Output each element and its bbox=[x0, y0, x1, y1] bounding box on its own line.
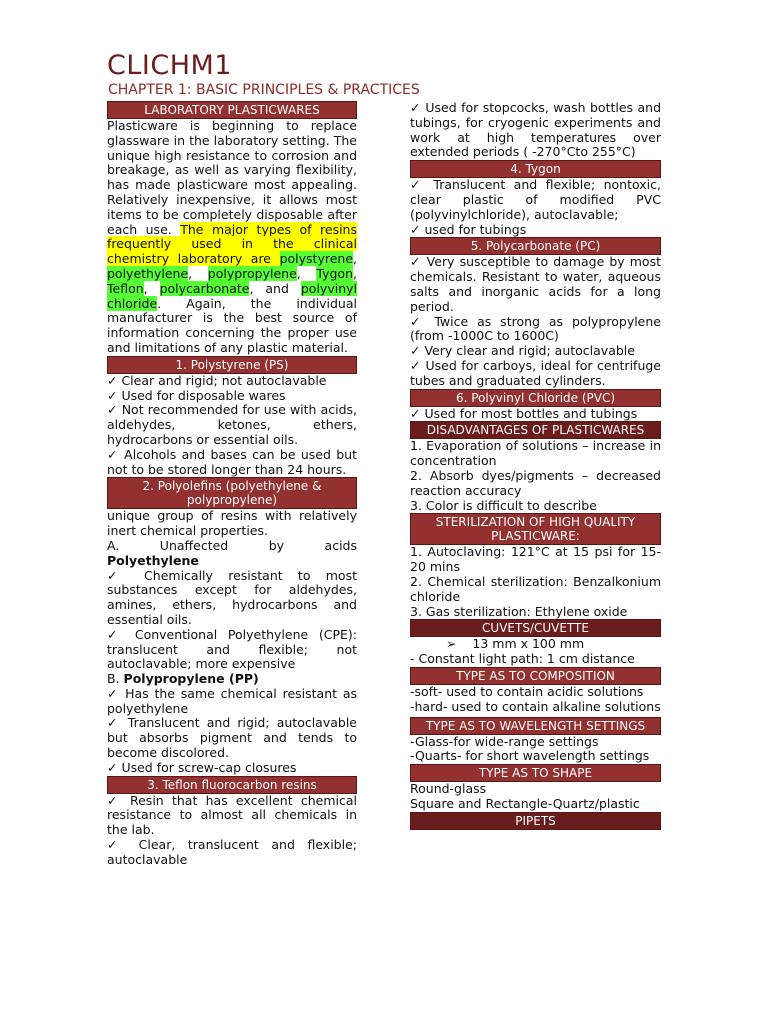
section-header-polyolefins: 2. Polyolefins (polyethylene & polypropylene) bbox=[107, 477, 357, 509]
list-item: 1. Autoclaving: 121°C at 15 psi for 15-20 mins bbox=[410, 544, 661, 575]
left-column bbox=[107, 101, 357, 868]
list-item: ✓ Resin that has excellent chemical resistance to almost all chemicals in the lab. bbox=[107, 792, 357, 838]
resin-polyethylene: polyethylene bbox=[107, 265, 189, 281]
section-header-pipets: PIPETS bbox=[410, 812, 661, 830]
list-item: ✓ Clear and rigid; not autoclavable bbox=[107, 372, 327, 388]
cuvet-size: ➢ 13 mm x 100 mm bbox=[446, 636, 585, 652]
list-item: Round-glass bbox=[410, 781, 487, 797]
intro-highlight-text: The major types of resins frequently used in the clinical chemistry laboratory are bbox=[107, 221, 357, 267]
list-item: -Quarts- for short wavelength settings bbox=[410, 748, 650, 764]
list-item: ✓ Conventional Polyethylene (CPE): translucent and flexible; not autoclavable; more expensive bbox=[107, 626, 357, 672]
list-item: ✓ Has the same chemical resistant as polyethylene bbox=[107, 685, 357, 716]
list-item: -Glass-for wide-range settings bbox=[410, 733, 599, 749]
section-header-polycarbonate: 5. Polycarbonate (PC) bbox=[410, 237, 661, 255]
polyethylene-title: Polyethylene bbox=[107, 552, 199, 568]
intro-plain-text: Plasticware is beginning to replace glassware in the laboratory setting. The unique high resistance to corrosion and breakage, as well as varying flexibility, has made plasticware most appealing. Relatively inexpensive, it allows most items to be completely disposable after each use. bbox=[107, 118, 357, 237]
section-header-lab-plasticwares: LABORATORY PLASTICWARES bbox=[107, 101, 357, 119]
polyolefins-a: A. Unaffected by acids bbox=[107, 537, 357, 553]
chapter-subtitle: CHAPTER 1: BASIC PRINCIPLES & PRACTICES bbox=[108, 82, 420, 98]
section-header-sterilization: STERILIZATION OF HIGH QUALITY PLASTICWARE: bbox=[410, 513, 661, 545]
list-item: ✓ Used for most bottles and tubings bbox=[410, 405, 638, 421]
resin-teflon: Teflon bbox=[107, 280, 144, 296]
list-item: -soft- used to contain acidic solutions bbox=[410, 683, 644, 699]
list-item: Square and Rectangle-Quartz/plastic bbox=[410, 795, 640, 811]
cuvet-light-path: - Constant light path: 1 cm distance bbox=[410, 651, 635, 667]
resin-polystyrene: polystyrene bbox=[279, 251, 354, 267]
list-item: 2. Absorb dyes/pigments – decreased reaction accuracy bbox=[410, 467, 661, 498]
list-item: -hard- used to contain alkaline solutions bbox=[410, 698, 661, 714]
section-header-shape: TYPE AS TO SHAPE bbox=[410, 764, 661, 782]
list-item: ✓ Not recommended for use with acids, aldehydes, ketones, ethers, hydrocarbons or essential oils. bbox=[107, 402, 357, 447]
list-item: ✓ used for tubings bbox=[410, 221, 527, 237]
resin-polypropylene: polypropylene bbox=[207, 265, 297, 281]
intro-paragraph: Plasticware is beginning to replace glassware in the laboratory setting. The unique high resistance to corrosion and breakage, as well as varying flexibility, has made plasticware most appealing. Relatively inexpensive, it allows most items to be completely disposable after each use. The major types of resins frequently used in the clinical chemistry laboratory are polystyrene, polyethylene, polypropylene, Tygon, Teflon, polycarbonate, and polyvinyl chloride. Again, the individual manufacturer is the best source of information concerning the proper use and limitations of any plastic material. bbox=[107, 118, 357, 355]
list-item: ✓ Used for screw-cap closures bbox=[107, 759, 297, 775]
polyolefins-intro: unique group of resins with relatively inert chemical properties. bbox=[107, 508, 357, 539]
section-header-wavelength: TYPE AS TO WAVELENGTH SETTINGS bbox=[410, 717, 661, 735]
list-item: 1. Evaporation of solutions – increase in concentration bbox=[410, 438, 661, 469]
arrow-bullet-icon: ➢ bbox=[446, 636, 457, 652]
document-title: CLICHM1 bbox=[107, 50, 232, 81]
right-column bbox=[410, 101, 661, 830]
resin-polyvinyl-chloride: polyvinyl chloride bbox=[107, 280, 357, 311]
list-item: 3. Gas sterilization: Ethylene oxide bbox=[410, 603, 628, 619]
resin-polycarbonate: polycarbonate bbox=[159, 280, 250, 296]
list-item: ✓ Translucent and flexible; nontoxic, clear plastic of modified PVC (polyvinylchloride), autoclavable; bbox=[410, 177, 661, 222]
list-item: ✓ Translucent and rigid; autoclavable but absorbs pigment and tends to become discolored. bbox=[107, 715, 357, 761]
section-header-cuvets: CUVETS/CUVETTE bbox=[410, 619, 661, 637]
section-header-tygon: 4. Tygon bbox=[410, 160, 661, 178]
section-header-polystyrene: 1. Polystyrene (PS) bbox=[107, 356, 357, 374]
list-item: ✓ Very clear and rigid; autoclavable bbox=[410, 343, 635, 359]
section-header-teflon: 3. Teflon fluorocarbon resins bbox=[107, 776, 357, 794]
teflon-continued: ✓ Used for stopcocks, wash bottles and tubings, for cryogenic experiments and work at high temperatures over extended periods ( -270°Cto 255°C) bbox=[410, 100, 661, 160]
section-header-disadvantages: DISADVANTAGES OF PLASTICWARES bbox=[410, 421, 661, 439]
list-item: ✓ Alcohols and bases can be used but not to be stored longer than 24 hours. bbox=[107, 446, 357, 477]
list-item: ✓ Used for disposable wares bbox=[107, 387, 286, 403]
list-item: ✓ Twice as strong as polypropylene (from -1000C to 1600C) bbox=[410, 313, 661, 344]
list-item: 2. Chemical sterilization: Benzalkonium chloride bbox=[410, 573, 661, 604]
intro-tail-text: . Again, the individual manufacturer is the best source of information concerning the proper use and limitations of any plastic material. bbox=[107, 295, 357, 355]
list-item: ✓ Very susceptible to damage by most chemicals. Resistant to water, aqueous salts and inorganic acids for a long period. bbox=[410, 254, 661, 314]
list-item: ✓ Chemically resistant to most substances except for aldehydes, amines, ethers, hydrocarbons and essential oils. bbox=[107, 567, 357, 627]
polypropylene-title: B. Polypropylene (PP) bbox=[107, 671, 259, 687]
section-header-pvc: 6. Polyvinyl Chloride (PVC) bbox=[410, 389, 661, 407]
resin-tygon: Tygon bbox=[316, 265, 353, 281]
list-item: 3. Color is difficult to describe bbox=[410, 497, 597, 513]
list-item: ✓ Used for carboys, ideal for centrifuge tubes and graduated cylinders. bbox=[410, 357, 661, 388]
section-header-composition: TYPE AS TO COMPOSITION bbox=[410, 667, 661, 685]
list-item: ✓ Clear, translucent and flexible; autoclavable bbox=[107, 837, 357, 867]
